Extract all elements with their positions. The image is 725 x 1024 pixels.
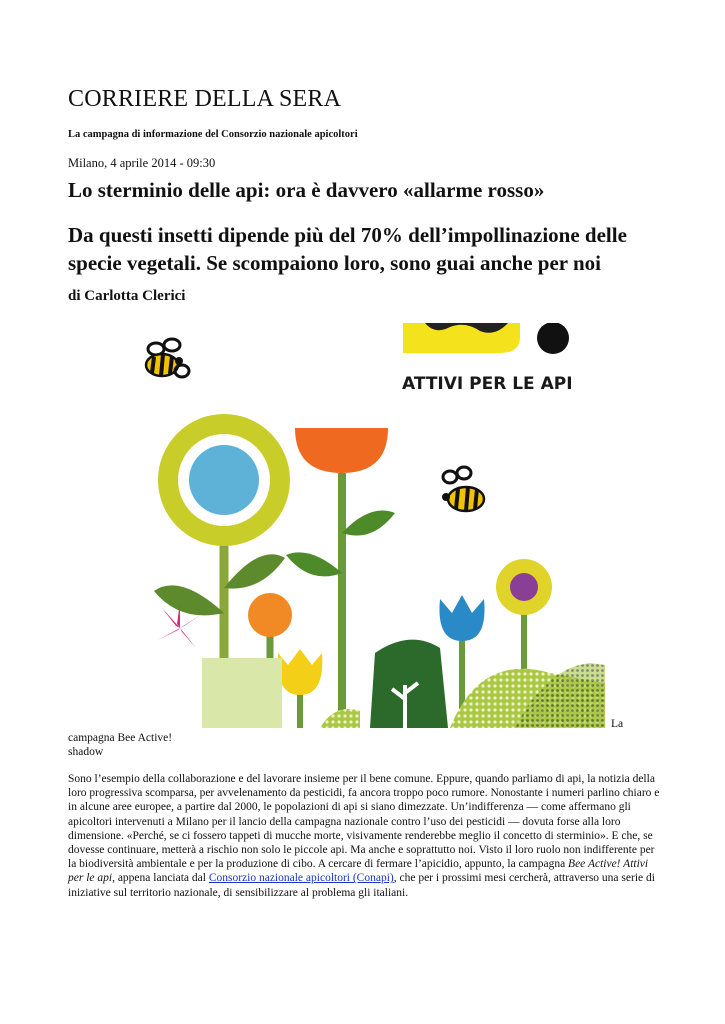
masthead: CORRIERE DELLA SERA [68, 86, 342, 112]
banner-text: ATTIVI PER LE API [402, 374, 573, 394]
caption-fragment: La [611, 718, 624, 730]
deck: Da questi insetti dipende più del 70% dell’impollinazione delle specie vegetali. Se scompaiono loro, sono guai anche per noi [68, 223, 627, 275]
image-caption [68, 731, 172, 759]
body-text-segment: , appena lanciata dal [112, 872, 209, 885]
caption-line: shadow [68, 746, 104, 758]
body-text-segment: Sono l’esempio della collaborazione e del lavorare insieme per il bene comune. Eppure, quando parliamo di api, la notizia della loro progressiva scomparsa, per avvelenamento da pesticidi, fa ancora troppo poco rumore. Nonostante i numeri parlino chiaro e in alcune aree europee, a partire dal 2000, le popolazioni di api si siano dimezzate. Un’indifferenza — come affermano gli apicoltori intervenuti a Milano per il lancio della campagna nazionale contro l’uso dei pesticidi — dovuta forse alla loro dimensione. «Perché, se ci fossero tappeti di mucche morte, visivamente renderebbe meglio il concetto di sterminio». E che, se dovesse continuare, metterà a rischio non solo le piccole api. Ma anche e soprattutto noi. Visto il loro ruolo non indifferente per la biodiversità ambientale e per la produzione di cibo. A cercare di fermare l’apicidio, appunto, la campagna [68, 773, 660, 871]
campaign-name: Bee Active! Attivi per le api [68, 858, 649, 885]
headline: Lo sterminio delle api: ora è davvero «allarme rosso» [68, 178, 545, 202]
conapi-link[interactable]: Consorzio nazionale apicoltori (Conapi) [208, 872, 394, 885]
byline: di Carlotta Clerici [68, 288, 186, 304]
caption-line: campagna Bee Active! [68, 732, 173, 744]
body-text-segment: , che per i prossimi mesi cercherà, attraverso una serie di iniziative sul territorio nazionale, di sensibilizzare al problema gli italiani. [68, 872, 655, 899]
subline: La campagna di informazione del Consorzio nazionale apicoltori [68, 129, 358, 140]
article-body [68, 772, 660, 900]
dateline: Milano, 4 aprile 2014 - 09:30 [68, 156, 216, 170]
campaign-illustration [120, 323, 605, 728]
